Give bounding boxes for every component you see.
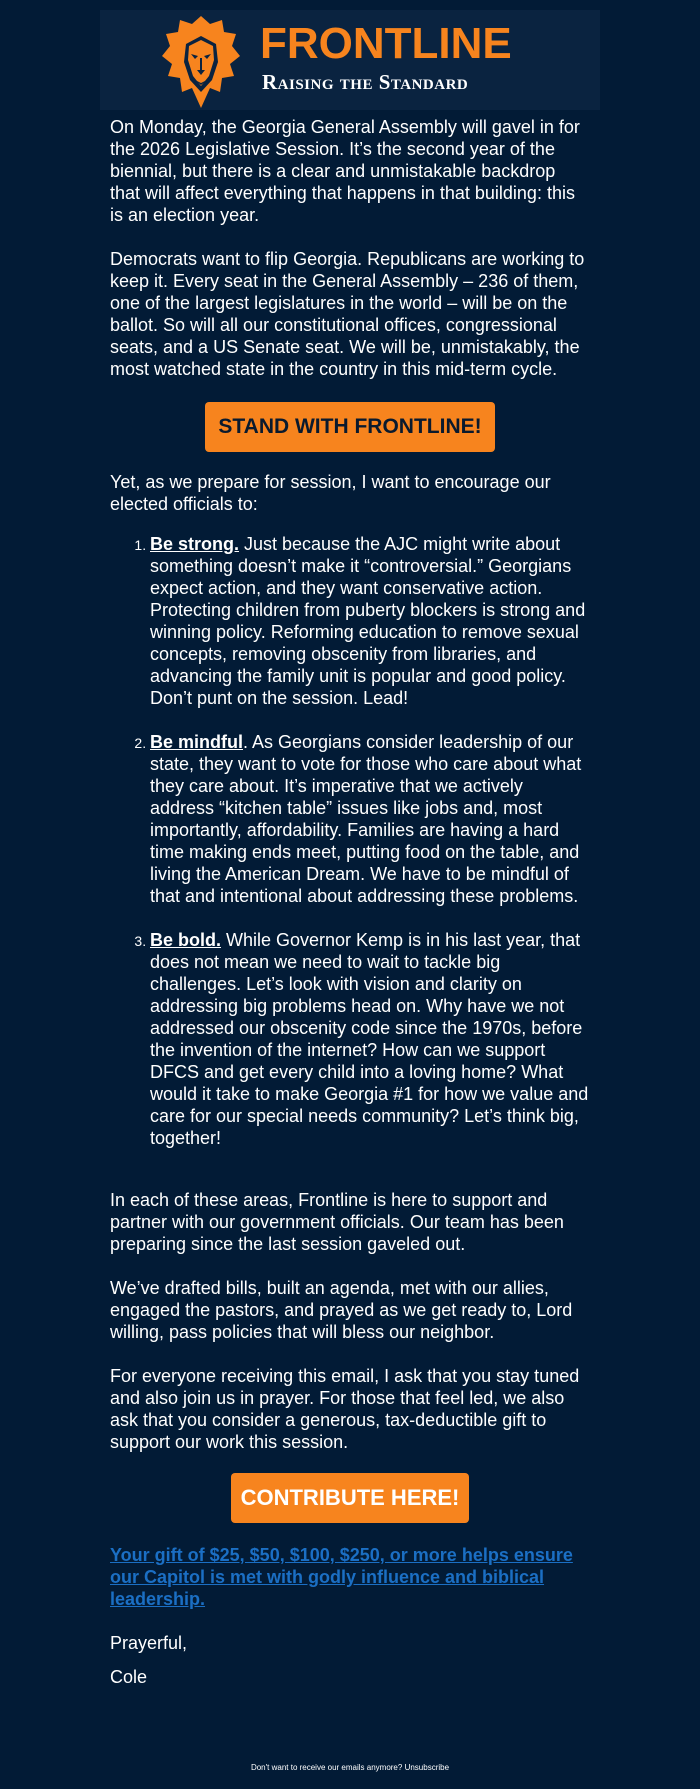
list-item-lead: Be strong. (150, 534, 240, 554)
stand-button-wrap (110, 402, 590, 452)
brand-tagline: Raising the Standard (262, 70, 469, 94)
unsubscribe-link[interactable]: Unsubscribe (404, 1763, 450, 1772)
signoff: Prayerful, (110, 1633, 188, 1653)
header-banner (100, 10, 600, 110)
email-body (110, 116, 590, 1710)
closing-paragraph-1: In each of these areas, Frontline is here to support and partner with our government officials. Our team has been preparing since the last session gaveled out. (110, 1190, 564, 1254)
brand-name: FRONTLINE (260, 19, 512, 68)
list-item-text: Just because the AJC might write about something doesn’t make it “controversial.” Georgians expect action, and they want conservative action. Protecting children from puberty blockers is strong and winning policy. Reforming education to remove sexual concepts, removing obscenity from libraries, and advancing the family unit is popular and good policy. Don’t punt on the session. Lead! (150, 534, 586, 708)
contribute-here-button[interactable]: CONTRIBUTE HERE! (231, 1473, 469, 1523)
intro-paragraph-2: Democrats want to flip Georgia. Republicans are working to keep it. Every seat in the General Assembly – 236 of them, one of the largest legislatures in the world – will be on the ballot. So will all our constitutional offices, congressional seats, and a US Senate seat. We will be, unmistakably, the most watched state in the country in this mid-term cycle. (110, 249, 585, 379)
list-item (150, 533, 590, 709)
intro-paragraph-1: On Monday, the Georgia General Assembly will gavel in for the 2026 Legislative Session. It’s the second year of the biennial, but there is a clear and unmistakable backdrop that will affect everything that happens in that building: this is an election year. (110, 117, 580, 225)
list-item-text: . As Georgians consider leadership of our state, they want to vote for those who care about what they care about. It’s imperative that we actively address “kitchen table” issues like jobs and, most importantly, affordability. Families are having a hard time making ends meet, putting food on the table, and living the American Dream. We have to be mindful of that and intentional about addressing these problems. (150, 732, 582, 906)
list-item-lead: Be mindful (150, 732, 243, 752)
contribute-button-wrap (110, 1473, 590, 1523)
footer-text: Don't want to receive our emails anymore? (250, 1763, 405, 1772)
stand-with-frontline-button[interactable]: STAND WITH FRONTLINE! (205, 402, 495, 452)
footer (0, 1763, 700, 1772)
list-item (150, 731, 590, 907)
closing-paragraph-2: We’ve drafted bills, built an agenda, met with our allies, engaged the pastors, and prayed as we get ready to, Lord willing, pass policies that will bless our neighbor. (110, 1278, 573, 1342)
signature: Cole (110, 1667, 148, 1687)
gift-amount-link[interactable]: Your gift of $25, $50, $100, $250, or more helps ensure our Capitol is met with godly influence and biblical leadership. (110, 1545, 573, 1609)
encourage-paragraph: Yet, as we prepare for session, I want to encourage our elected officials to: (110, 472, 551, 514)
list-item-lead: Be bold. (150, 930, 221, 950)
list-item-text: While Governor Kemp is in his last year, that does not mean we need to wait to tackle big challenges. Let’s look with vision and clarity on addressing big problems head on. Why have we not addressed our obscenity code since the 1970s, before the invention of the internet? How can we support DFCS and get every child into a loving home? What would it take to make Georgia #1 for how we value and care for our special needs community? Let’s think big, together! (150, 930, 589, 1148)
list-item (150, 929, 590, 1149)
lion-head-icon (160, 14, 242, 110)
encouragement-list (110, 533, 590, 1149)
closing-paragraph-3: For everyone receiving this email, I ask that you stay tuned and also join us in prayer. For those that feel led, we also ask that you consider a generous, tax-deductible gift to support our work this session. (110, 1366, 580, 1452)
